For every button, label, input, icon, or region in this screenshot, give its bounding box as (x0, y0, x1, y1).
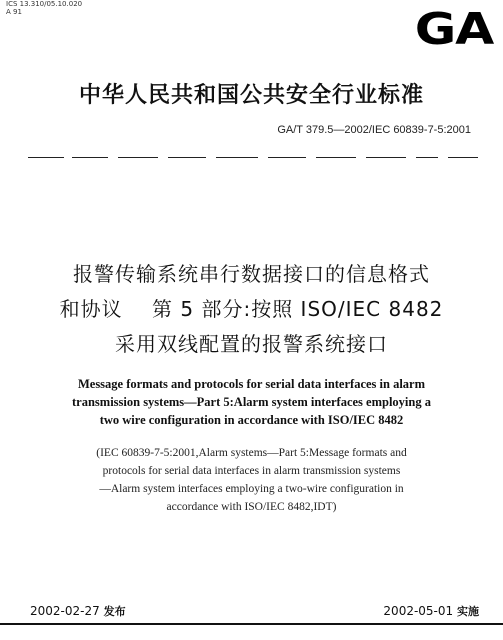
bottom-rule (0, 623, 503, 625)
effective-date-value: 2002-05-01 (383, 604, 454, 618)
en-title-line-1: Message formats and protocols for serial data interfaces in alarm (77, 377, 426, 391)
issue-date (30, 603, 126, 619)
ics-code: ICS 13.310/05.10.020 (6, 0, 83, 8)
ga-logo: GA (414, 4, 493, 55)
iec-reference-line-3: —Alarm system interfaces employing a two-wire configuration in (99, 483, 404, 495)
iec-reference-line-2: protocols for serial data interfaces in alarm transmission systems (102, 465, 401, 477)
standard-number: GA/T 379.5—2002/IEC 60839-7-5:2001 (277, 124, 471, 136)
zh-title-line-1: 报警传输系统串行数据接口的信息格式 (73, 262, 430, 286)
zh-title-line-2: 和协议 第 5 部分:按照 ISO/IEC 8482 (59, 297, 444, 321)
zh-title-line-3: 采用双线配置的报警系统接口 (115, 332, 388, 356)
en-title-line-3: two wire configuration in accordance with ISO/IEC 8482 (99, 413, 404, 427)
iec-reference-line-1: (IEC 60839-7-5:2001,Alarm systems—Part 5:Message formats and (96, 447, 407, 459)
classification-codes (6, 0, 82, 16)
issue-date-value: 2002-02-27 (30, 604, 100, 618)
separator-line (28, 157, 478, 159)
effective-label: 实施 (457, 605, 479, 618)
standard-category-title: 中华人民共和国公共安全行业标准 (78, 83, 424, 108)
issue-label: 发布 (103, 605, 126, 618)
iec-reference-line-4: accordance with ISO/IEC 8482,IDT) (166, 501, 337, 513)
ccs-code: A 91 (6, 8, 22, 16)
en-title-line-2: transmission systems—Part 5:Alarm system interfaces employing a (72, 395, 431, 409)
effective-date (383, 603, 479, 619)
